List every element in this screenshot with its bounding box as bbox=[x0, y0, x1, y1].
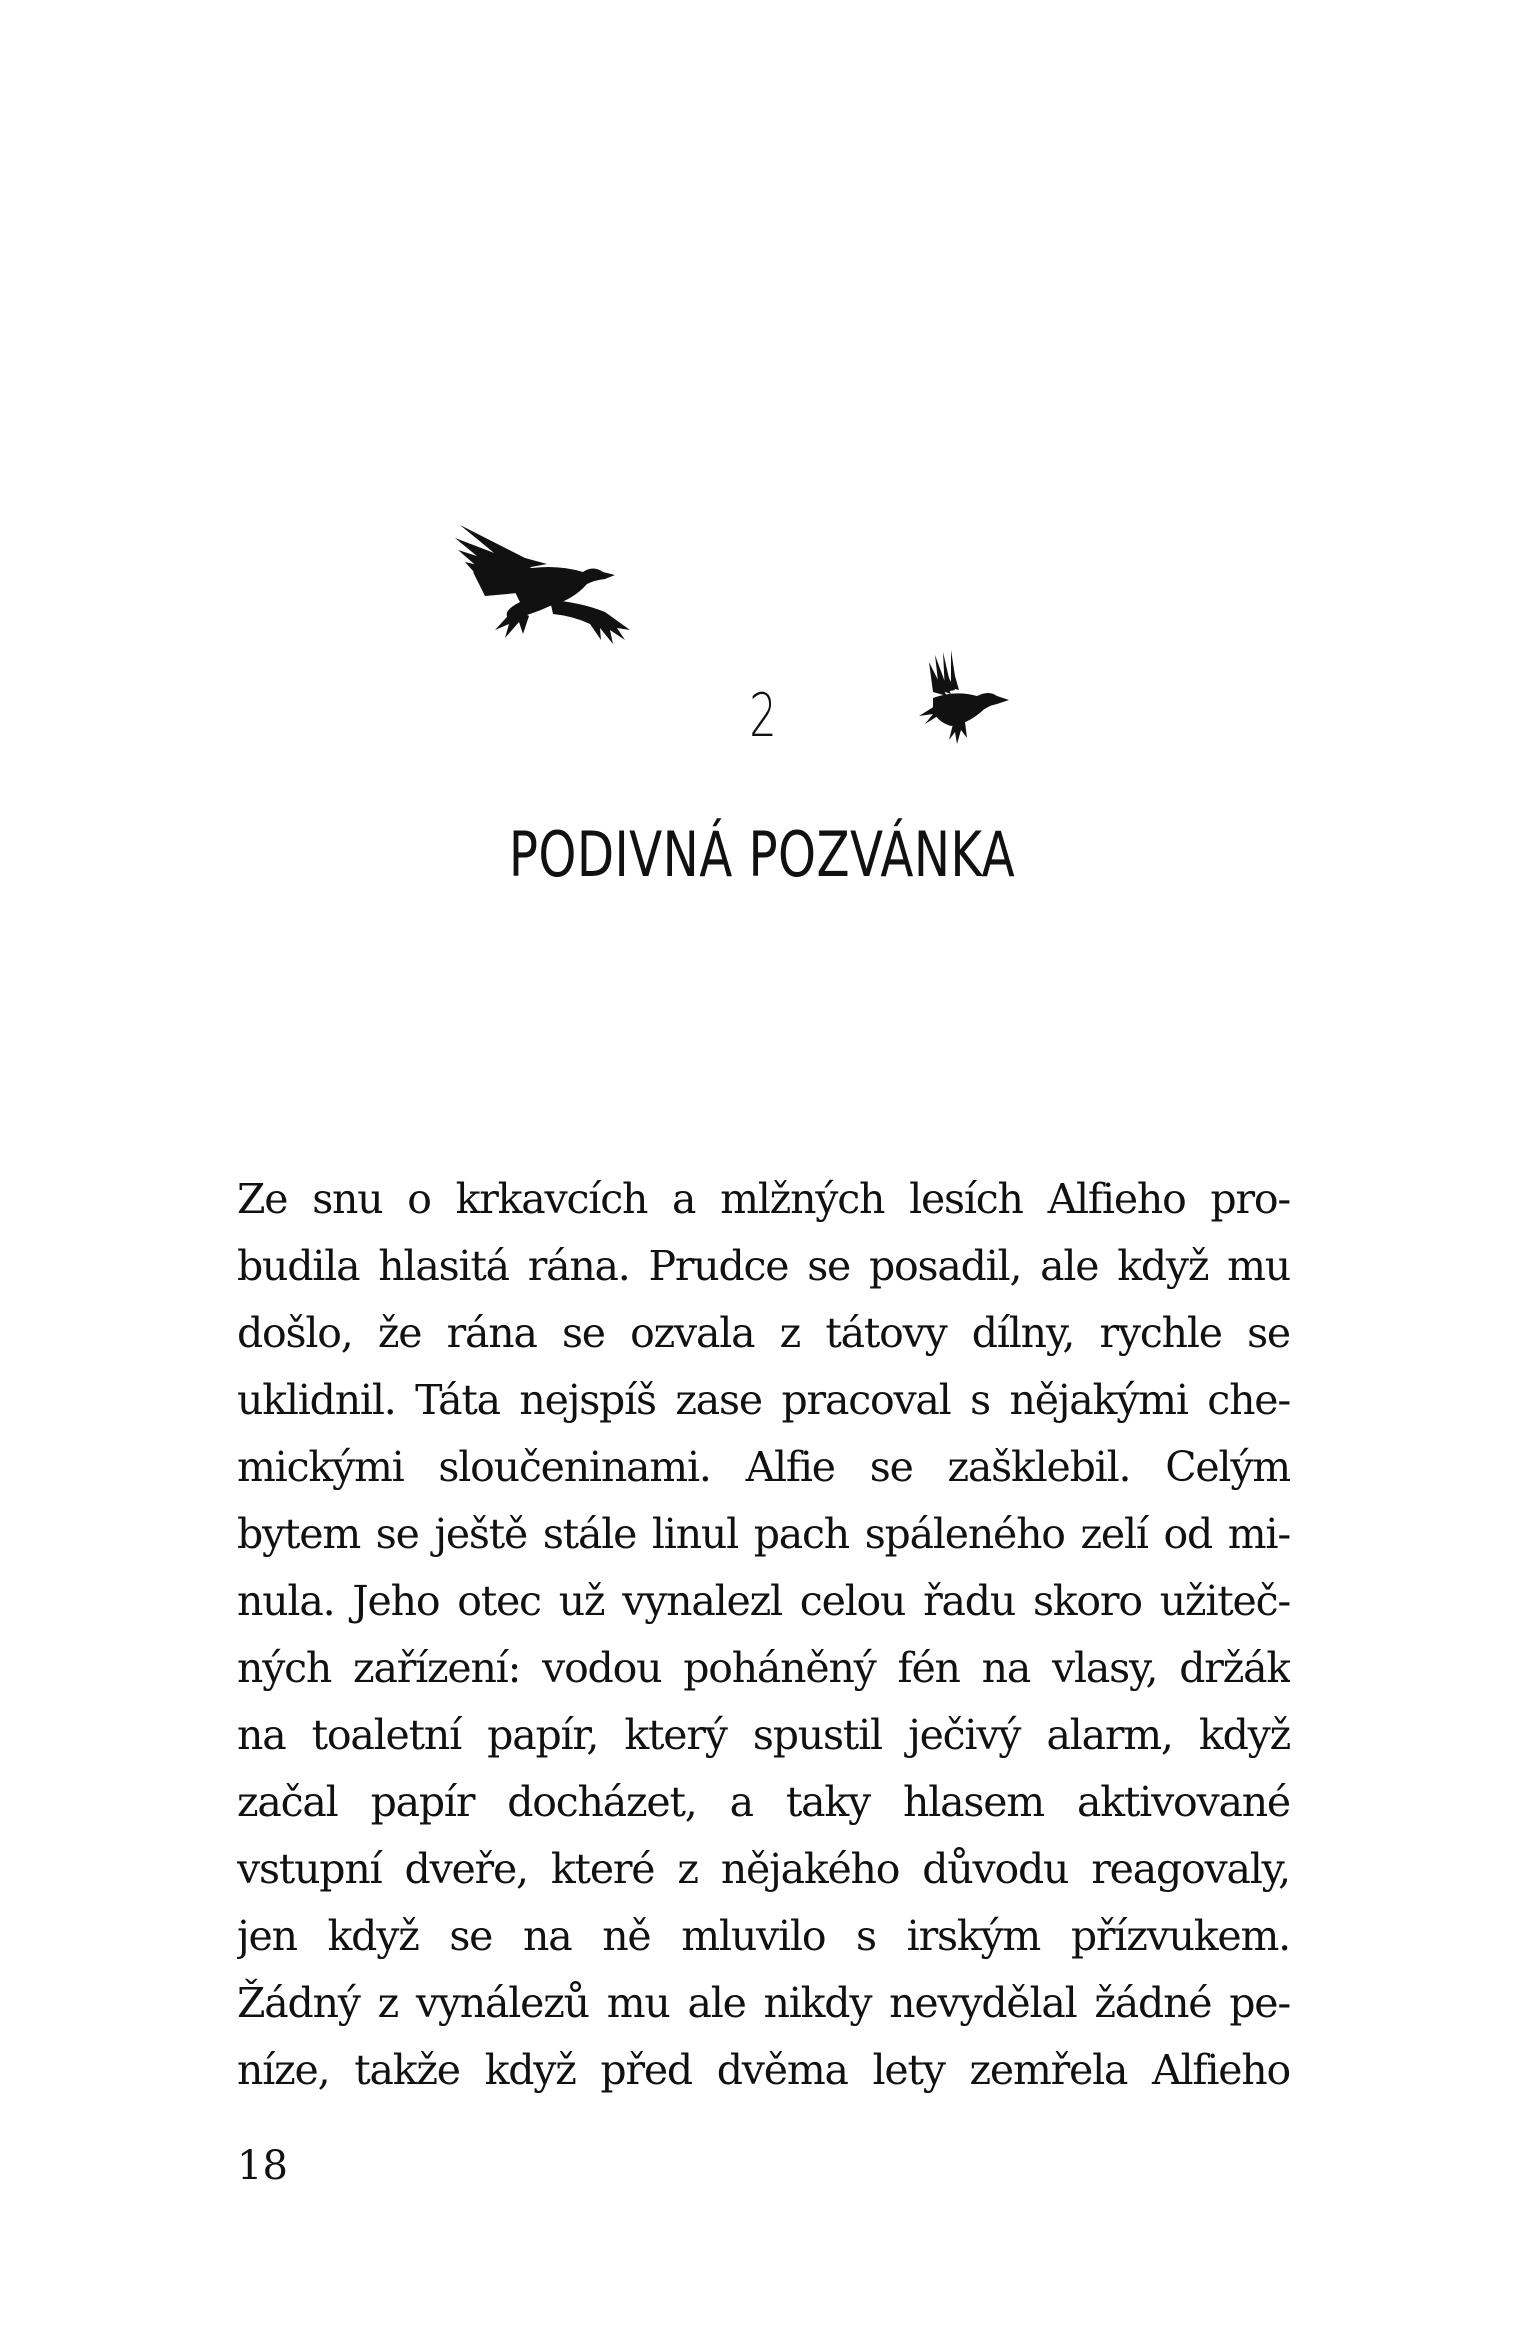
text-line: vstupní dveře, které z nějakého důvodu reagovaly, bbox=[237, 1845, 1290, 1893]
text-line: na toaletní papír, který spustil ječivý alarm, když bbox=[237, 1711, 1290, 1759]
text-line: došlo, že rána se ozvala z tátovy dílny, rychle se bbox=[237, 1309, 1290, 1357]
text-line: ných zařízení: vodou poháněný fén na vlasy, držák bbox=[237, 1644, 1290, 1692]
text-line: mickými sloučeninami. Alfie se zašklebil. Celým bbox=[237, 1443, 1290, 1491]
page-number: 18 bbox=[237, 2143, 288, 2189]
text-line: bytem se ještě stále linul pach spáleného zelí od mi- bbox=[237, 1510, 1290, 1558]
text-line: Žádný z vynálezů mu ale nikdy nevydělal žádné pe- bbox=[237, 1979, 1290, 2027]
text-line: nula. Jeho otec už vynalezl celou řadu skoro užiteč- bbox=[237, 1577, 1290, 1625]
chapter-title: PODIVNÁ POZVÁNKA bbox=[508, 818, 1016, 891]
text-line: začal papír docházet, a taky hlasem aktivované bbox=[237, 1778, 1290, 1826]
raven-flying-icon bbox=[455, 520, 645, 645]
text-line: uklidnil. Táta nejspíš zase pracoval s nějakými che- bbox=[237, 1376, 1290, 1424]
chapter-number: 2 bbox=[749, 681, 777, 751]
chapter-body-text bbox=[237, 1166, 1290, 2104]
text-line: Ze snu o krkavcích a mlžných lesích Alfieho pro- bbox=[237, 1175, 1290, 1223]
text-line: níze, takže když před dvěma lety zemřela Alfieho bbox=[237, 2046, 1290, 2094]
text-line: jen když se na ně mluvilo s irským přízvukem. bbox=[237, 1912, 1290, 1960]
raven-small-icon bbox=[915, 650, 1015, 745]
text-line: budila hlasitá rána. Prudce se posadil, ale když mu bbox=[237, 1242, 1290, 1290]
